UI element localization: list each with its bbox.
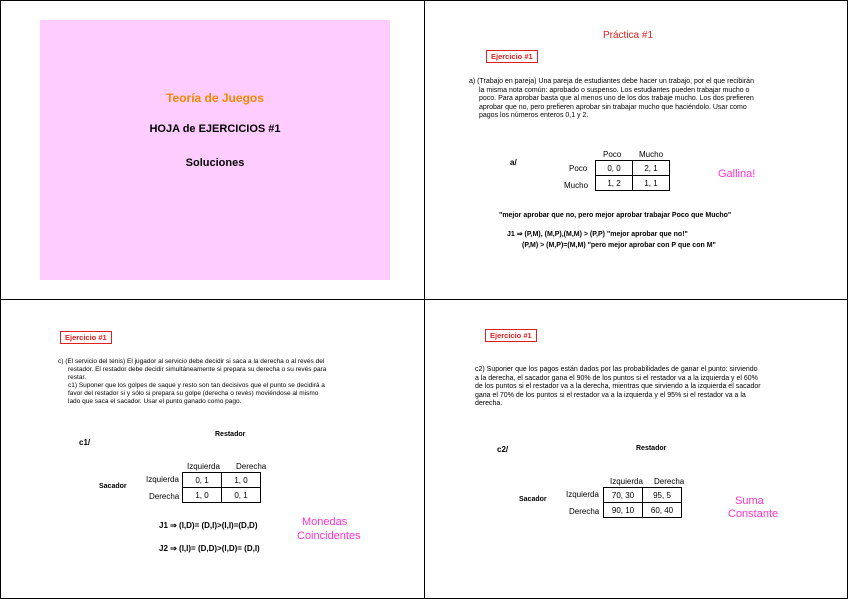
paragraph-line: de los puntos si el restador va a la derecha, mientras que sirviendo a la izquierda el sacador bbox=[475, 383, 761, 390]
j2-preference-line: J2 ⇒ (I,I)= (D,D)>(I,D)= (D,I) bbox=[159, 544, 260, 553]
paragraph-line: lado que saca el sacador. Usar el punto ganado como pago. bbox=[68, 398, 242, 405]
payoff-matrix bbox=[182, 472, 261, 503]
j1-preference-line-2: (P,M) > (M,P)=(M,M) "pero mejor aprobar con P que con M" bbox=[522, 242, 716, 249]
paragraph-line: c2) Suponer que los pagos están dados por las probabilidades de ganar el punto: sirviendo bbox=[475, 366, 758, 373]
restador-label: Restador bbox=[215, 431, 246, 438]
payoff-cell: 60, 40 bbox=[643, 503, 682, 518]
paragraph-line: restador. El restador debe decidir simultáneamente si prepara su derecha o su revés para bbox=[68, 366, 327, 373]
game-name-line-2: Coincidentes bbox=[297, 530, 361, 542]
part-label: c2/ bbox=[497, 445, 509, 454]
payoff-cell: 2, 1 bbox=[633, 161, 670, 176]
payoff-matrix bbox=[595, 160, 670, 191]
paragraph-line: derecha. bbox=[475, 400, 503, 407]
paragraph-line: aprobar que no, pero prefieren aprobar sin trabajar mucho que haciéndolo. Usar como bbox=[479, 103, 747, 111]
col-header-izquierda: Izquierda bbox=[610, 477, 643, 486]
slide-1 bbox=[0, 0, 424, 299]
row-header-poco: Poco bbox=[569, 164, 588, 173]
paragraph-line: a la derecha, el sacador gana el 90% de los puntos si el restador va a la izquierda y el 60% bbox=[475, 374, 758, 382]
row-header-izquierda: Izquierda bbox=[146, 475, 179, 484]
practice-title: Práctica #1 bbox=[603, 30, 654, 41]
payoff-cell: 70, 30 bbox=[604, 488, 643, 503]
payoff-cell: 95, 5 bbox=[643, 488, 682, 503]
col-header-poco: Poco bbox=[603, 150, 622, 159]
payoff-cell: 1, 2 bbox=[596, 176, 633, 191]
paragraph-line: c1) Suponer que los golpes de saque y resto son tan decisivos que el punto se decidirá a bbox=[68, 382, 325, 389]
exercise-paragraph bbox=[58, 358, 408, 406]
title-card bbox=[40, 20, 390, 280]
col-header-derecha: Derecha bbox=[236, 462, 267, 471]
paragraph-line: a) (Trabajo en pareja) Una pareja de estudiantes debe hacer un trabajo, por el que recibirán bbox=[469, 78, 754, 85]
row-header-derecha: Derecha bbox=[569, 507, 600, 516]
paragraph-line: la misma nota común: aprobado o suspenso. Los estudiantes pueden trabajar mucho o bbox=[479, 86, 750, 94]
payoff-cell: 1, 0 bbox=[183, 488, 222, 503]
row-header-izquierda: Izquierda bbox=[566, 490, 599, 499]
slide-title: Teoría de Juegos bbox=[166, 91, 264, 105]
sacador-label: Sacador bbox=[99, 483, 127, 490]
j1-preference-line: J1 ⇒ (I,D)= (D,I)>(I,I)=(D,D) bbox=[159, 521, 258, 530]
col-header-derecha: Derecha bbox=[654, 477, 685, 486]
paragraph-line: restar. bbox=[68, 374, 87, 381]
exercise-label: Ejercicio #1 bbox=[485, 329, 537, 342]
payoff-cell: 0, 1 bbox=[222, 488, 261, 503]
game-name-line-1: Monedas bbox=[302, 516, 348, 528]
exercise-paragraph bbox=[469, 78, 829, 121]
payoff-matrix bbox=[603, 487, 682, 518]
exercise-paragraph bbox=[475, 366, 830, 409]
payoff-cell: 0, 0 bbox=[596, 161, 633, 176]
solutions-label: Soluciones bbox=[185, 157, 245, 169]
paragraph-line: poco. Para aprobar basta que al menos uno de los dos trabaje mucho. Los dos prefieren bbox=[479, 95, 754, 102]
game-name-line-2: Constante bbox=[728, 508, 779, 520]
payoff-cell: 1, 0 bbox=[222, 473, 261, 488]
sheet-subtitle: HOJA de EJERCICIOS #1 bbox=[149, 123, 281, 135]
paragraph-line: c) (El servicio del tenis) El jugador al servicio debe decidir si saca a la derecha o al revés del bbox=[58, 358, 325, 365]
exercise-label: Ejercicio #1 bbox=[486, 50, 538, 63]
paragraph-line: gana el 70% de los puntos si el restador va a la izquierda y el 95% si el restador va a la bbox=[475, 391, 746, 399]
j1-preference-line: J1 ⇒ (P,M), (M,P),(M,M) > (P,P) "mejor aprobar que no!" bbox=[507, 231, 688, 238]
row-header-derecha: Derecha bbox=[149, 492, 180, 501]
game-name: Gallina! bbox=[718, 168, 756, 180]
slide-4 bbox=[425, 300, 847, 598]
part-label: a/ bbox=[510, 158, 517, 167]
restador-label: Restador bbox=[636, 445, 667, 452]
slide-3 bbox=[0, 300, 424, 598]
col-header-mucho: Mucho bbox=[639, 150, 664, 159]
payoff-cell: 1, 1 bbox=[633, 176, 670, 191]
game-name-line-1: Suma bbox=[735, 495, 764, 507]
row-header-mucho: Mucho bbox=[564, 181, 589, 190]
part-label: c1/ bbox=[79, 438, 91, 447]
payoff-cell: 0, 1 bbox=[183, 473, 222, 488]
sacador-label: Sacador bbox=[519, 496, 547, 503]
paragraph-line: pagos los números enteros 0,1 y 2. bbox=[479, 112, 589, 119]
exercise-label: Ejercicio #1 bbox=[60, 331, 112, 344]
paragraph-line: favor del restador si y sólo si prepara su golpe (derecha o revés) moviéndose al mismo bbox=[68, 390, 319, 397]
slide-2 bbox=[425, 0, 847, 299]
payoff-cell: 90, 10 bbox=[604, 503, 643, 518]
col-header-izquierda: Izquierda bbox=[187, 462, 220, 471]
quote-line: "mejor aprobar que no, pero mejor aprobar trabajar Poco que Mucho" bbox=[499, 212, 732, 219]
